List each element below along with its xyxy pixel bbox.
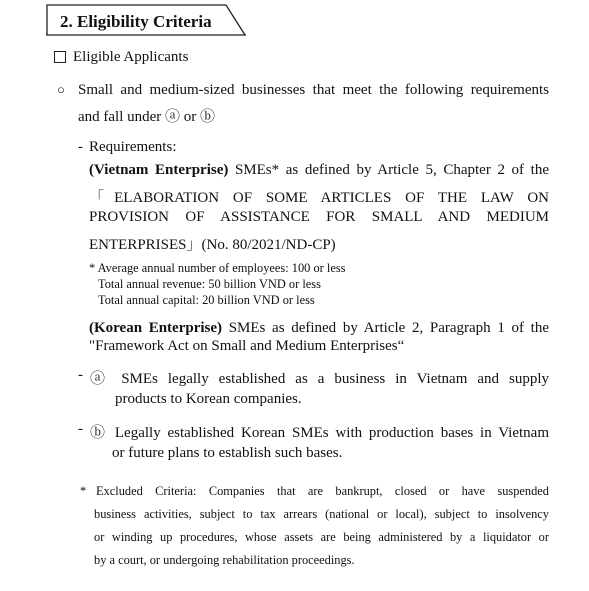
section-header-tab [46, 4, 246, 36]
option-b-dash: - [78, 421, 83, 437]
requirements-dash: - [78, 139, 83, 155]
vietnam-line-1 [89, 162, 549, 179]
vietnam-note-employees: * Average annual number of employees: 100 or less [89, 261, 346, 275]
vietnam-line-1-rest: SMEs* as defined by Article 5, Chapter 2 of the [228, 162, 549, 178]
checkbox-icon [54, 51, 66, 63]
vietnam-line-2: 「ELABORATION OF SOME ARTICLES OF THE LAW ON [89, 190, 549, 206]
section-title: 2. Eligibility Criteria [60, 12, 212, 31]
circle-bullet-icon: ○ [57, 82, 65, 97]
excluded-line-3: or winding up procedures, whose assets are being administered by a liquidator or [94, 530, 549, 544]
option-a-line-2: products to Korean companies. [115, 391, 302, 407]
option-a-line-1: ⓐ SMEs legally established as a business in Vietnam and supply [90, 371, 549, 387]
option-a-dash: - [78, 367, 83, 383]
excluded-line-4: by a court, or undergoing rehabilitation proceedings. [94, 553, 355, 567]
excluded-line-2: business activities, subject to tax arrears (national or local), subject to insolvency [94, 507, 549, 521]
requirements-label: Requirements: [89, 139, 177, 155]
eligible-line-1: Small and medium-sized businesses that meet the following requirements [78, 82, 549, 98]
option-b-line-2: or future plans to establish such bases. [112, 445, 343, 461]
vietnam-note-revenue: Total annual revenue: 50 billion VND or less [98, 277, 321, 291]
eligible-applicants-label: Eligible Applicants [73, 49, 189, 65]
excluded-star: * [80, 484, 87, 498]
excluded-line-1: Excluded Criteria: Companies that are bankrupt, closed or have suspended [96, 484, 549, 498]
vietnam-enterprise-label: (Vietnam Enterprise) [89, 162, 229, 178]
vietnam-line-4: ENTERPRISES」(No. 80/2021/ND-CP) [89, 237, 336, 253]
korean-line-1 [89, 320, 549, 337]
eligible-line-2: and fall under ⓐ or ⓑ [78, 109, 216, 125]
korean-line-2: "Framework Act on Small and Medium Enterprises“ [89, 338, 405, 354]
vietnam-note-capital: Total annual capital: 20 billion VND or less [98, 293, 315, 307]
vietnam-line-3: PROVISION OF ASSISTANCE FOR SMALL AND MEDIUM [89, 209, 549, 225]
option-b-line-1: ⓑ Legally established Korean SMEs with production bases in Vietnam [90, 425, 549, 441]
korean-line-1-rest: SMEs as defined by Article 2, Paragraph 1 of the [222, 320, 549, 336]
korean-enterprise-label: (Korean Enterprise) [89, 320, 223, 336]
